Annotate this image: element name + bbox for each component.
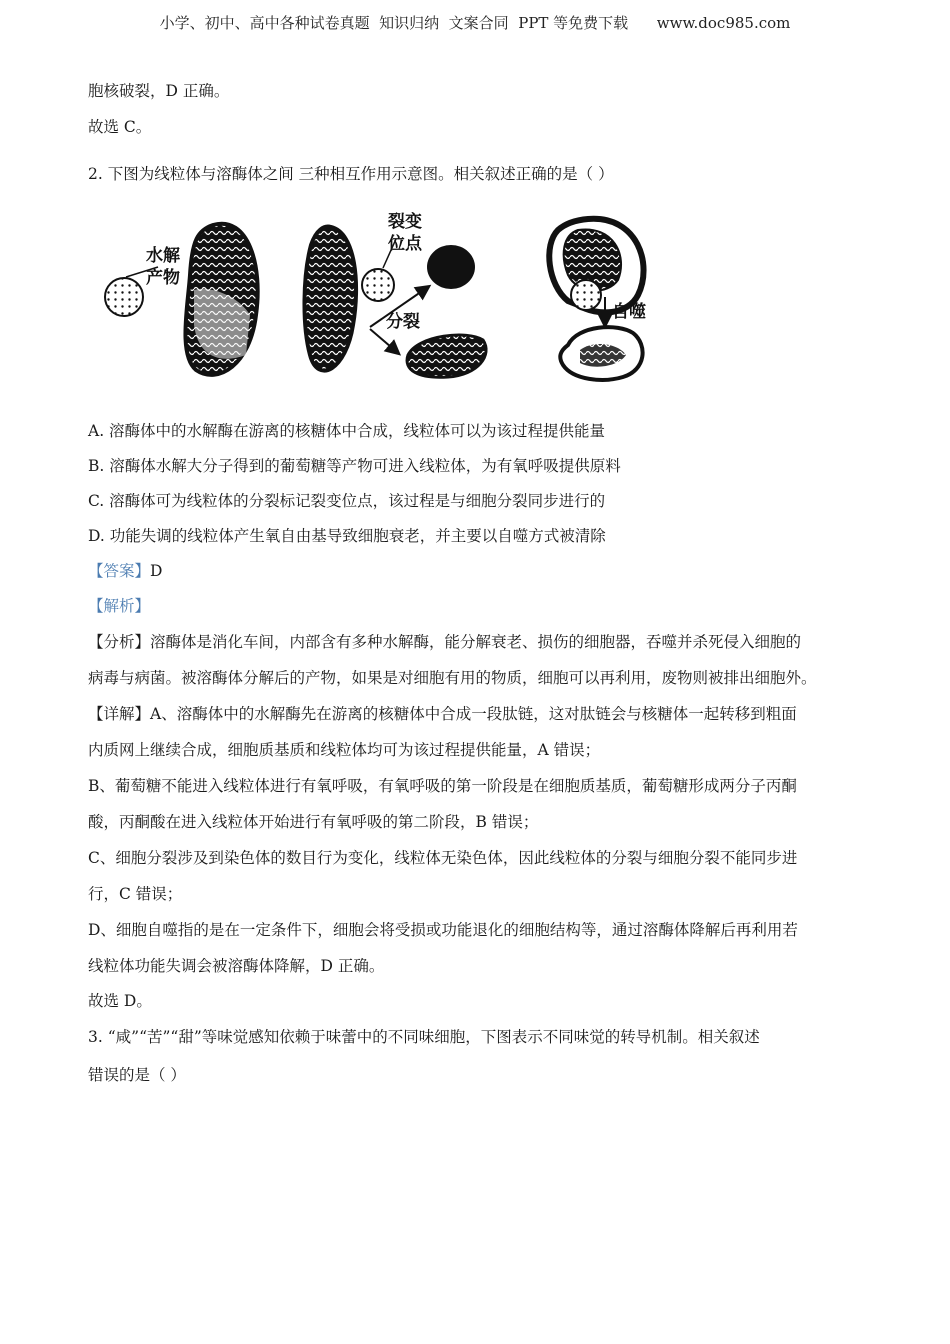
xiangjie-line-7: D、细胞自噬指的是在一定条件下，细胞会将受损或功能退化的细胞结构等，通过溶酶体降解后再利用若	[88, 921, 798, 939]
text-line: 胞核破裂，D 正确。	[88, 82, 230, 100]
xiangjie-line-1	[88, 704, 797, 724]
label-fission-site-1: 裂变	[388, 212, 422, 232]
xiangjie-line-3: B、葡萄糖不能进入线粒体进行有氧呼吸，有氧呼吸的第一阶段是在细胞质基质，葡萄糖形成两分子丙酮	[88, 777, 797, 795]
label-hydrolysis-1: 水解	[146, 246, 180, 266]
lysosome-1	[105, 278, 143, 316]
option-d: D. 功能失调的线粒体产生氧自由基导致细胞衰老，并主要以自噬方式被清除	[88, 527, 606, 545]
label-division: 分裂	[386, 312, 420, 332]
arrow-down	[370, 329, 398, 353]
fenxi-tag: 【分析】	[88, 633, 151, 651]
label-autophagy: 自噬	[612, 302, 646, 322]
figure-svg	[98, 205, 658, 390]
daughter-mitochondrion-2	[407, 335, 486, 377]
option-b: B. 溶酶体水解大分子得到的葡萄糖等产物可进入线粒体，为有氧呼吸提供原料	[88, 457, 621, 475]
mitochondria-lysosome-figure	[98, 205, 658, 390]
daughter-mitochondrion-1	[427, 245, 475, 289]
option-c: C. 溶酶体可为线粒体的分裂标记裂变位点，该过程是与细胞分裂同步进行的	[88, 492, 606, 510]
xiangjie-line-9: 故选 D。	[88, 992, 152, 1010]
question-3-stem-2: 错误的是（ ）	[88, 1066, 186, 1084]
question-2-stem: 2. 下图为线粒体与溶酶体之间 三种相互作用示意图。相关叙述正确的是（ ）	[88, 165, 614, 183]
page-header: 小学、初中、高中各种试卷真题 知识归纳 文案合同 PPT 等免费下载 www.doc985.com	[159, 14, 791, 32]
option-a: A. 溶酶体中的水解酶在游离的核糖体中合成，线粒体可以为该过程提供能量	[88, 422, 606, 440]
xiangjie-line-8: 线粒体功能失调会被溶酶体降解，D 正确。	[88, 957, 385, 975]
analysis-heading	[88, 596, 150, 616]
xiangjie-text-1: A、溶酶体中的水解酶先在游离的核糖体中合成一段肽链，这对肽链会与核糖体一起转移到粗面	[150, 705, 797, 723]
xiangjie-tag: 【详解】	[88, 705, 151, 723]
text-line: 故选 C。	[88, 118, 152, 136]
fenxi-line-2: 病毒与病菌。被溶酶体分解后的产物，如果是对细胞有用的物质，细胞可以再利用，废物则被排出细胞外。	[88, 669, 817, 687]
answer-line	[88, 561, 162, 581]
fenxi-text-1: 溶酶体是消化车间，内部含有多种水解酶，能分解衰老、损伤的细胞器，吞噬并杀死侵入细胞的	[150, 633, 802, 651]
lysosome-3	[571, 280, 601, 310]
question-3-stem-1: 3. “咸”“苦”“甜”等味觉感知依赖于味蕾中的不同味细胞，下图表示不同味觉的转导机制。相关叙述	[88, 1028, 760, 1046]
label-hydrolysis-2: 产物	[146, 268, 180, 288]
lysosome-2	[362, 269, 394, 301]
xiangjie-line-5: C、细胞分裂涉及到染色体的数目行为变化，线粒体无染色体，因此线粒体的分裂与细胞分裂不能同步进	[88, 849, 798, 867]
analysis-tag: 【解析】	[88, 597, 151, 615]
mitochondrion-2	[304, 227, 356, 371]
label-fission-site-2: 位点	[388, 234, 422, 254]
xiangjie-line-6: 行，C 错误；	[88, 885, 183, 903]
xiangjie-line-4: 酸，丙酮酸在进入线粒体开始进行有氧呼吸的第二阶段，B 错误；	[88, 813, 539, 831]
xiangjie-line-2: 内质网上继续合成，细胞质基质和线粒体均可为该过程提供能量，A 错误；	[88, 741, 601, 759]
fenxi-line-1	[88, 632, 801, 652]
answer-value: D	[150, 562, 163, 580]
answer-tag: 【答案】	[88, 562, 151, 580]
